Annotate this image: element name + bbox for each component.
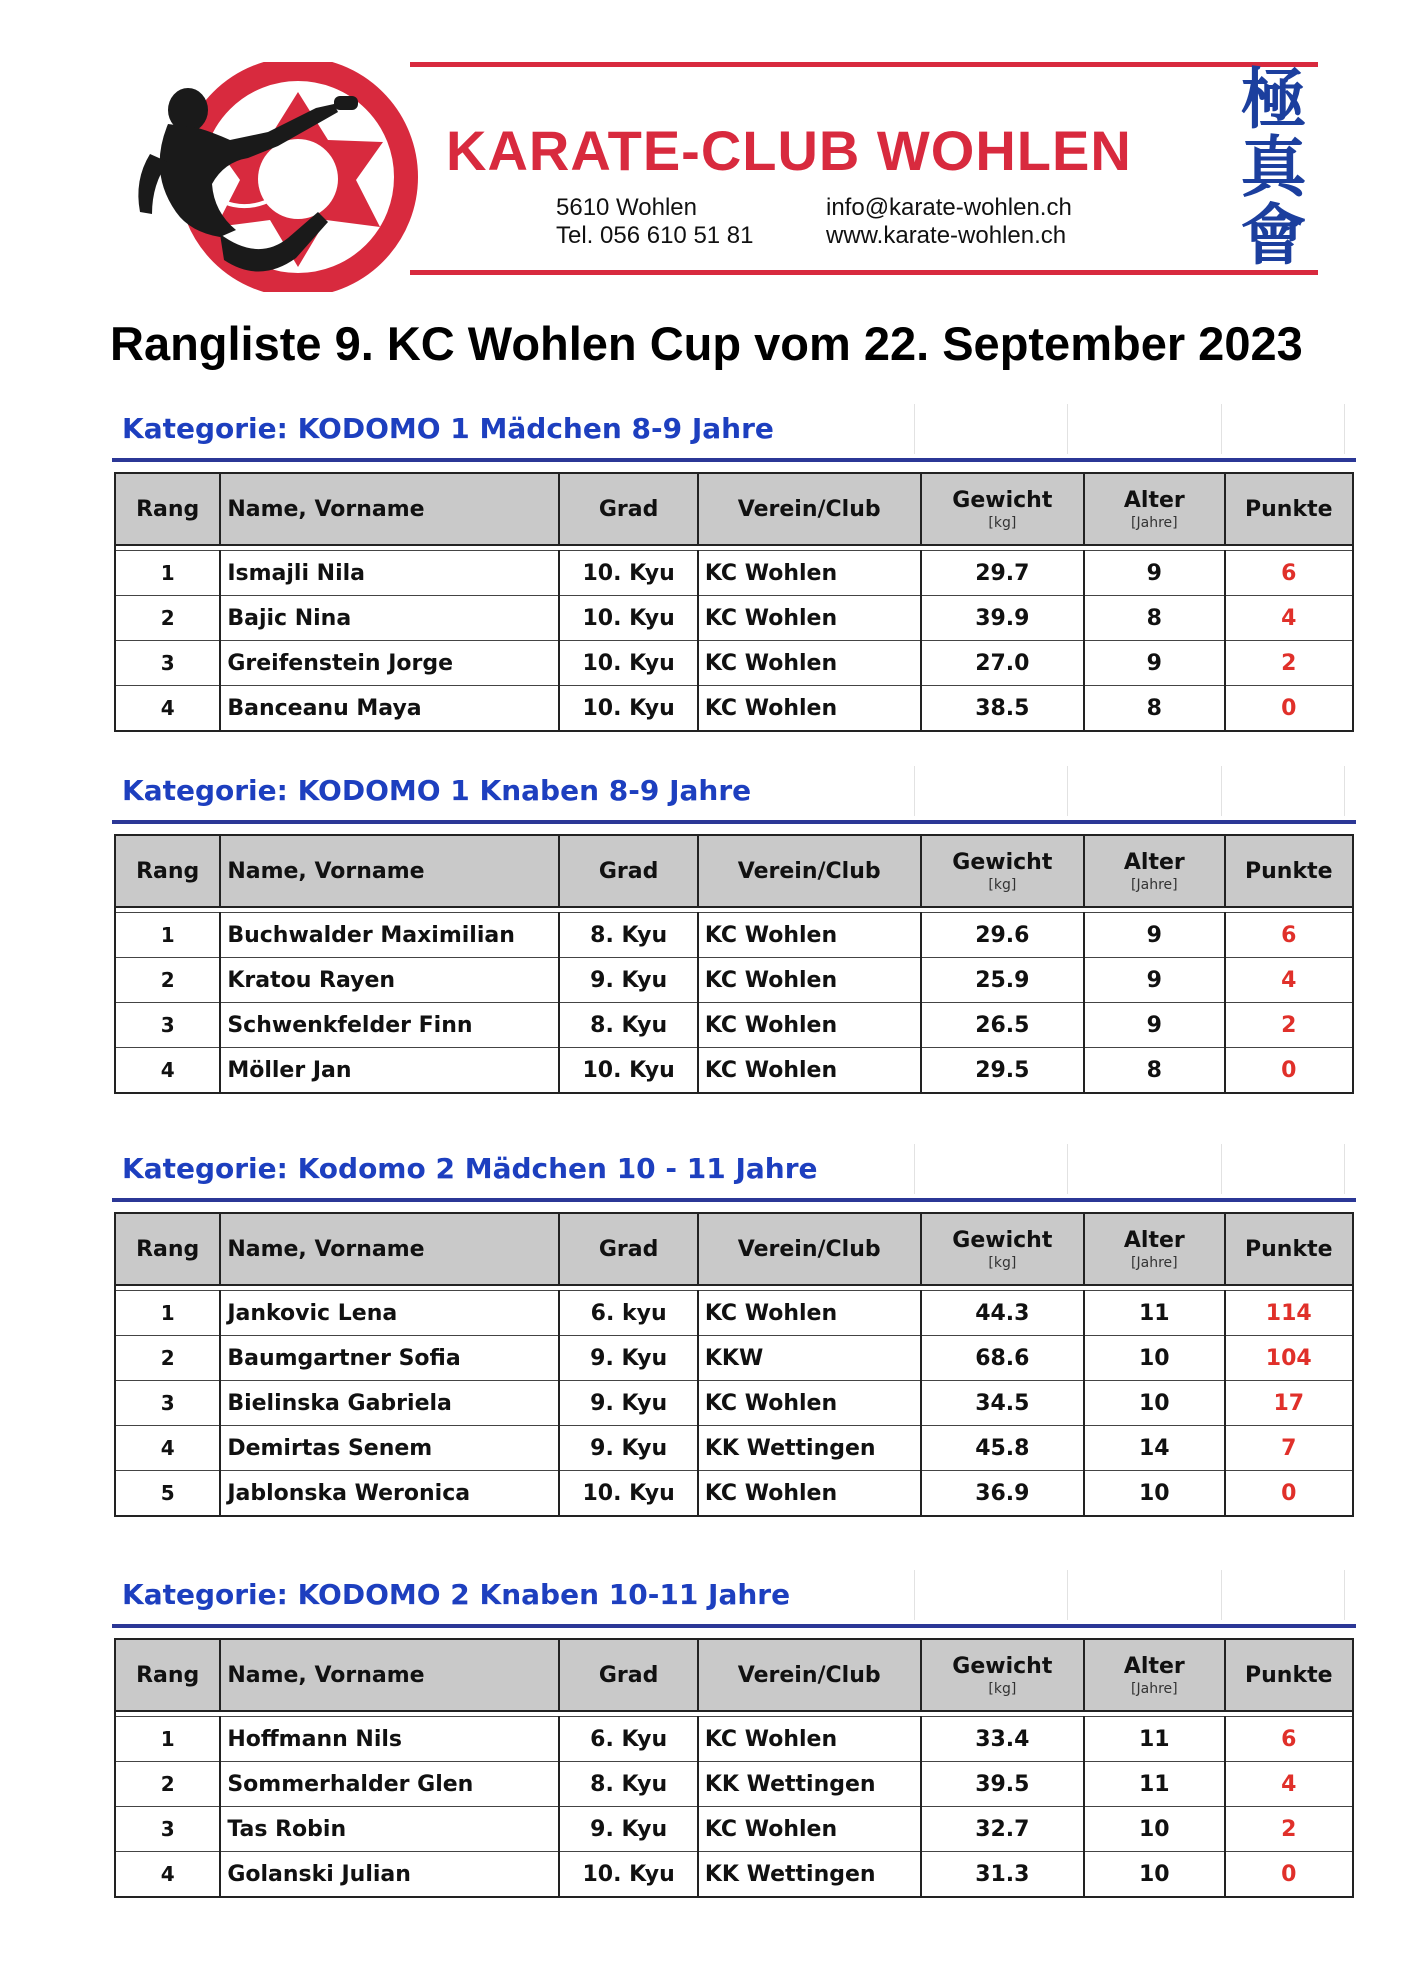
- header-alter: [1084, 1639, 1224, 1711]
- sheet-gridline: [1344, 1570, 1345, 1620]
- cell-name: Bajic Nina: [220, 596, 559, 641]
- cell-name: Schwenkfelder Finn: [220, 1003, 559, 1048]
- cell-name: Baumgartner Sofia: [220, 1336, 559, 1381]
- category-section: [112, 404, 1356, 732]
- cell-name: Ismajli Nila: [220, 551, 559, 596]
- email: info@karate-wohlen.ch: [826, 194, 1072, 221]
- header-name: Name, Vorname: [220, 835, 559, 907]
- header-bottom-rule: [410, 270, 1318, 275]
- cell-gewicht: 29.5: [921, 1048, 1085, 1094]
- cell-club: KC Wohlen: [698, 913, 921, 958]
- header-grad: Grad: [559, 1639, 697, 1711]
- header-club: Verein/Club: [698, 473, 921, 545]
- table-header-row: [115, 473, 1353, 545]
- cell-rang: 3: [115, 1807, 220, 1852]
- cell-alter: 10: [1084, 1471, 1224, 1517]
- cell-rang: 5: [115, 1471, 220, 1517]
- header-rang: Rang: [115, 1213, 220, 1285]
- cell-alter: 10: [1084, 1852, 1224, 1898]
- header-alter-unit: [Jahre]: [1131, 1680, 1178, 1697]
- cell-punkte: 0: [1225, 1852, 1353, 1898]
- cell-punkte: 2: [1225, 641, 1353, 686]
- cell-punkte: 0: [1225, 1471, 1353, 1517]
- header-top-rule: [410, 62, 1318, 67]
- table-row: [115, 1852, 1353, 1898]
- address: 5610 Wohlen: [556, 194, 697, 221]
- sheet-gridline: [914, 404, 915, 454]
- header-gewicht: [921, 1639, 1085, 1711]
- header-grad: Grad: [559, 1213, 697, 1285]
- table-row: [115, 1291, 1353, 1336]
- cell-rang: 1: [115, 1717, 220, 1762]
- cell-club: KK Wettingen: [698, 1762, 921, 1807]
- cell-rang: 4: [115, 1852, 220, 1898]
- cell-club: KC Wohlen: [698, 641, 921, 686]
- cell-punkte: 6: [1225, 1717, 1353, 1762]
- cell-punkte: 114: [1225, 1291, 1353, 1336]
- cell-name: Tas Robin: [220, 1807, 559, 1852]
- category-section: [112, 766, 1356, 1094]
- header-grad: Grad: [559, 835, 697, 907]
- cell-alter: 10: [1084, 1336, 1224, 1381]
- sheet-gridline: [1067, 1570, 1068, 1620]
- table-row: [115, 686, 1353, 732]
- sheet-gridline: [1344, 766, 1345, 816]
- cell-rang: 4: [115, 686, 220, 732]
- header-gewicht-unit: [kg]: [988, 1680, 1017, 1697]
- cell-rang: 1: [115, 1291, 220, 1336]
- club-logo-icon: [128, 62, 448, 292]
- cell-club: KC Wohlen: [698, 958, 921, 1003]
- cell-alter: 9: [1084, 913, 1224, 958]
- kyokushin-kanji-logo: [1222, 64, 1314, 270]
- cell-rang: 1: [115, 551, 220, 596]
- cell-grad: 9. Kyu: [559, 1381, 697, 1426]
- table-header-row: [115, 1639, 1353, 1711]
- header-name: Name, Vorname: [220, 1639, 559, 1711]
- header-gewicht-label: Gewicht: [952, 1227, 1053, 1253]
- results-table: [114, 1212, 1354, 1517]
- cell-name: Sommerhalder Glen: [220, 1762, 559, 1807]
- cell-gewicht: 31.3: [921, 1852, 1085, 1898]
- header-gewicht-unit: [kg]: [988, 514, 1017, 531]
- website: www.karate-wohlen.ch: [826, 222, 1067, 249]
- cell-gewicht: 45.8: [921, 1426, 1085, 1471]
- sheet-gridline: [1067, 766, 1068, 816]
- contact-address-block: [556, 194, 754, 250]
- table-row: [115, 1336, 1353, 1381]
- header-rang: Rang: [115, 835, 220, 907]
- cell-alter: 8: [1084, 596, 1224, 641]
- cell-grad: 9. Kyu: [559, 958, 697, 1003]
- cell-alter: 11: [1084, 1717, 1224, 1762]
- sheet-gridline: [914, 1144, 915, 1194]
- header-alter-unit: [Jahre]: [1131, 876, 1178, 893]
- header-alter-label: Alter: [1123, 487, 1185, 513]
- header-club: Verein/Club: [698, 1213, 921, 1285]
- sheet-gridline: [914, 1570, 915, 1620]
- cell-grad: 6. kyu: [559, 1291, 697, 1336]
- cell-grad: 10. Kyu: [559, 551, 697, 596]
- cell-grad: 9. Kyu: [559, 1336, 697, 1381]
- header-punkte: Punkte: [1225, 473, 1353, 545]
- cell-punkte: 7: [1225, 1426, 1353, 1471]
- cell-gewicht: 39.9: [921, 596, 1085, 641]
- cell-name: Jankovic Lena: [220, 1291, 559, 1336]
- cell-gewicht: 38.5: [921, 686, 1085, 732]
- header-punkte: Punkte: [1225, 835, 1353, 907]
- category-title-text: Kategorie: KODOMO 2 Knaben 10-11 Jahre: [122, 1578, 791, 1611]
- header-gewicht-label: Gewicht: [952, 1653, 1053, 1679]
- header-alter: [1084, 473, 1224, 545]
- cell-grad: 10. Kyu: [559, 1852, 697, 1898]
- cell-name: Banceanu Maya: [220, 686, 559, 732]
- header-gewicht: [921, 473, 1085, 545]
- table-row: [115, 1717, 1353, 1762]
- sheet-gridline: [1067, 404, 1068, 454]
- cell-name: Buchwalder Maximilian: [220, 913, 559, 958]
- category-section: [112, 1144, 1356, 1517]
- cell-club: KC Wohlen: [698, 1003, 921, 1048]
- header-gewicht-label: Gewicht: [952, 487, 1053, 513]
- cell-club: KC Wohlen: [698, 1807, 921, 1852]
- spacer: [112, 1628, 1356, 1638]
- cell-club: KC Wohlen: [698, 1717, 921, 1762]
- category-title: [112, 404, 1356, 454]
- table-row: [115, 551, 1353, 596]
- cell-punkte: 104: [1225, 1336, 1353, 1381]
- results-table: [114, 1638, 1354, 1898]
- cell-club: KC Wohlen: [698, 1471, 921, 1517]
- cell-club: KC Wohlen: [698, 551, 921, 596]
- cell-rang: 3: [115, 1381, 220, 1426]
- cell-rang: 3: [115, 1003, 220, 1048]
- table-row: [115, 958, 1353, 1003]
- cell-gewicht: 26.5: [921, 1003, 1085, 1048]
- cell-punkte: 0: [1225, 1048, 1353, 1094]
- cell-gewicht: 36.9: [921, 1471, 1085, 1517]
- cell-grad: 9. Kyu: [559, 1426, 697, 1471]
- sheet-gridline: [1344, 404, 1345, 454]
- cell-alter: 9: [1084, 641, 1224, 686]
- cell-grad: 9. Kyu: [559, 1807, 697, 1852]
- cell-punkte: 6: [1225, 551, 1353, 596]
- cell-rang: 1: [115, 913, 220, 958]
- cell-punkte: 17: [1225, 1381, 1353, 1426]
- cell-alter: 9: [1084, 1003, 1224, 1048]
- category-title: [112, 1144, 1356, 1194]
- cell-grad: 6. Kyu: [559, 1717, 697, 1762]
- category-title-text: Kategorie: Kodomo 2 Mädchen 10 - 11 Jahre: [122, 1152, 818, 1185]
- header-alter: [1084, 835, 1224, 907]
- cell-alter: 8: [1084, 1048, 1224, 1094]
- category-title: [112, 766, 1356, 816]
- header-name: Name, Vorname: [220, 473, 559, 545]
- cell-gewicht: 44.3: [921, 1291, 1085, 1336]
- cell-punkte: 6: [1225, 913, 1353, 958]
- cell-rang: 2: [115, 958, 220, 1003]
- cell-gewicht: 34.5: [921, 1381, 1085, 1426]
- cell-alter: 8: [1084, 686, 1224, 732]
- letterhead: [0, 0, 1418, 300]
- sheet-gridline: [1067, 1144, 1068, 1194]
- header-gewicht: [921, 1213, 1085, 1285]
- header-gewicht-label: Gewicht: [952, 849, 1053, 875]
- table-row: [115, 1381, 1353, 1426]
- cell-rang: 2: [115, 1762, 220, 1807]
- cell-grad: 8. Kyu: [559, 1762, 697, 1807]
- cell-gewicht: 27.0: [921, 641, 1085, 686]
- header-punkte: Punkte: [1225, 1213, 1353, 1285]
- cell-name: Demirtas Senem: [220, 1426, 559, 1471]
- cell-club: KC Wohlen: [698, 1381, 921, 1426]
- cell-punkte: 4: [1225, 1762, 1353, 1807]
- cell-grad: 8. Kyu: [559, 1003, 697, 1048]
- table-row: [115, 1762, 1353, 1807]
- kanji-text: 極真會: [1229, 64, 1307, 268]
- cell-rang: 4: [115, 1426, 220, 1471]
- cell-alter: 11: [1084, 1291, 1224, 1336]
- table-row: [115, 1003, 1353, 1048]
- cell-grad: 10. Kyu: [559, 1048, 697, 1094]
- cell-name: Greifenstein Jorge: [220, 641, 559, 686]
- cell-alter: 9: [1084, 551, 1224, 596]
- cell-rang: 3: [115, 641, 220, 686]
- table-row: [115, 913, 1353, 958]
- table-header-row: [115, 835, 1353, 907]
- cell-club: KK Wettingen: [698, 1426, 921, 1471]
- header-rang: Rang: [115, 473, 220, 545]
- cell-gewicht: 68.6: [921, 1336, 1085, 1381]
- header-alter-label: Alter: [1123, 1653, 1185, 1679]
- cell-punkte: 4: [1225, 958, 1353, 1003]
- header-rang: Rang: [115, 1639, 220, 1711]
- cell-gewicht: 29.6: [921, 913, 1085, 958]
- cell-club: KC Wohlen: [698, 1048, 921, 1094]
- sheet-gridline: [914, 766, 915, 816]
- cell-alter: 9: [1084, 958, 1224, 1003]
- table-row: [115, 596, 1353, 641]
- header-alter-label: Alter: [1123, 1227, 1185, 1253]
- club-name: KARATE-CLUB WOHLEN: [446, 119, 1132, 182]
- cell-name: Kratou Rayen: [220, 958, 559, 1003]
- header-club: Verein/Club: [698, 1639, 921, 1711]
- category-title-text: Kategorie: KODOMO 1 Knaben 8-9 Jahre: [122, 774, 752, 807]
- cell-alter: 14: [1084, 1426, 1224, 1471]
- cell-grad: 10. Kyu: [559, 641, 697, 686]
- sheet-gridline: [1344, 1144, 1345, 1194]
- sheet-gridline: [1221, 766, 1222, 816]
- spacer: [112, 1202, 1356, 1212]
- header-alter: [1084, 1213, 1224, 1285]
- spacer: [112, 462, 1356, 472]
- cell-gewicht: 33.4: [921, 1717, 1085, 1762]
- header-club: Verein/Club: [698, 835, 921, 907]
- table-row: [115, 1471, 1353, 1517]
- results-table: [114, 834, 1354, 1094]
- results-table: [114, 472, 1354, 732]
- cell-club: KC Wohlen: [698, 1291, 921, 1336]
- cell-name: Jablonska Weronica: [220, 1471, 559, 1517]
- cell-alter: 10: [1084, 1807, 1224, 1852]
- cell-rang: 2: [115, 596, 220, 641]
- header-name: Name, Vorname: [220, 1213, 559, 1285]
- cell-grad: 10. Kyu: [559, 596, 697, 641]
- header-gewicht-unit: [kg]: [988, 1254, 1017, 1271]
- cell-gewicht: 25.9: [921, 958, 1085, 1003]
- cell-punkte: 4: [1225, 596, 1353, 641]
- cell-punkte: 2: [1225, 1807, 1353, 1852]
- cell-gewicht: 29.7: [921, 551, 1085, 596]
- page-title: Rangliste 9. KC Wohlen Cup vom 22. September 2023: [110, 317, 1303, 370]
- header-gewicht: [921, 835, 1085, 907]
- cell-name: Hoffmann Nils: [220, 1717, 559, 1762]
- sheet-gridline: [1221, 1144, 1222, 1194]
- cell-club: KK Wettingen: [698, 1852, 921, 1898]
- cell-name: Bielinska Gabriela: [220, 1381, 559, 1426]
- cell-punkte: 2: [1225, 1003, 1353, 1048]
- header-alter-unit: [Jahre]: [1131, 514, 1178, 531]
- cell-club: KC Wohlen: [698, 596, 921, 641]
- cell-club: KC Wohlen: [698, 686, 921, 732]
- header-alter-label: Alter: [1123, 849, 1185, 875]
- cell-punkte: 0: [1225, 686, 1353, 732]
- table-row: [115, 1426, 1353, 1471]
- phone: Tel. 056 610 51 81: [556, 222, 754, 249]
- contact-web-block: [826, 194, 1072, 250]
- sheet-gridline: [1221, 404, 1222, 454]
- cell-grad: 10. Kyu: [559, 1471, 697, 1517]
- table-row: [115, 1048, 1353, 1094]
- header-grad: Grad: [559, 473, 697, 545]
- sheet-gridline: [1221, 1570, 1222, 1620]
- cell-alter: 10: [1084, 1381, 1224, 1426]
- header-gewicht-unit: [kg]: [988, 876, 1017, 893]
- table-header-row: [115, 1213, 1353, 1285]
- table-row: [115, 641, 1353, 686]
- cell-club: KKW: [698, 1336, 921, 1381]
- cell-rang: 2: [115, 1336, 220, 1381]
- cell-grad: 8. Kyu: [559, 913, 697, 958]
- category-section: [112, 1570, 1356, 1898]
- header-punkte: Punkte: [1225, 1639, 1353, 1711]
- header-alter-unit: [Jahre]: [1131, 1254, 1178, 1271]
- cell-gewicht: 39.5: [921, 1762, 1085, 1807]
- cell-name: Möller Jan: [220, 1048, 559, 1094]
- cell-gewicht: 32.7: [921, 1807, 1085, 1852]
- cell-grad: 10. Kyu: [559, 686, 697, 732]
- category-title: [112, 1570, 1356, 1620]
- cell-alter: 11: [1084, 1762, 1224, 1807]
- spacer: [112, 824, 1356, 834]
- category-title-text: Kategorie: KODOMO 1 Mädchen 8-9 Jahre: [122, 412, 774, 445]
- cell-name: Golanski Julian: [220, 1852, 559, 1898]
- table-row: [115, 1807, 1353, 1852]
- cell-rang: 4: [115, 1048, 220, 1094]
